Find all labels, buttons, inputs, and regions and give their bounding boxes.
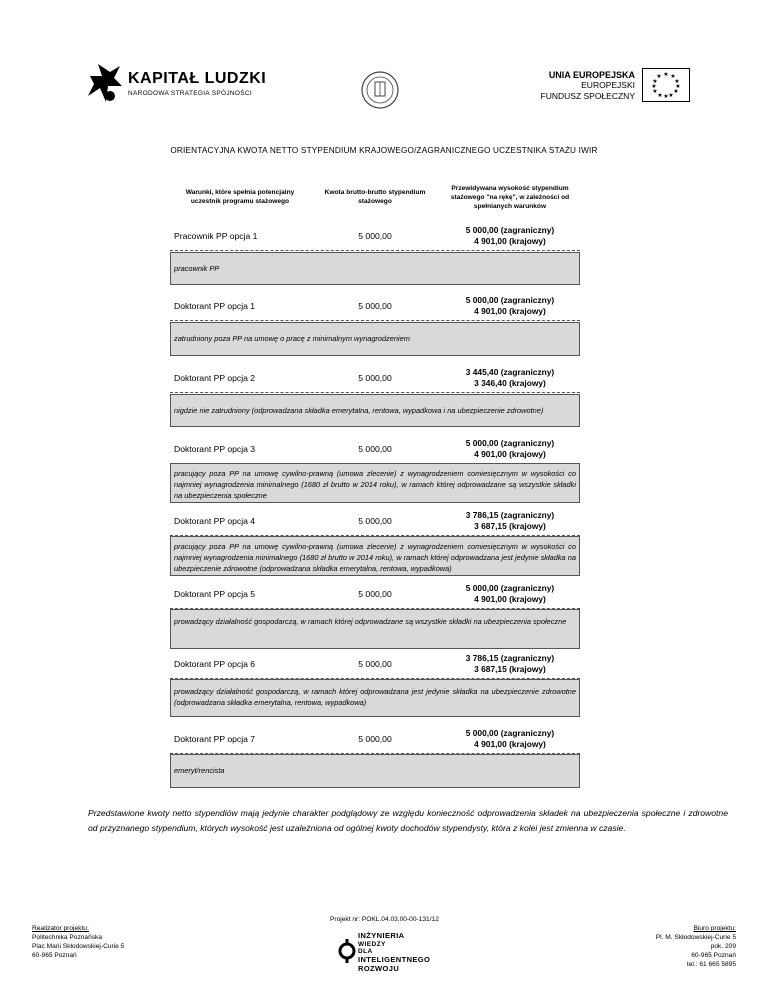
- row-note: nigdzie nie zatrudniony (odprowadzana składka emerytalna, rentowa, wypadkowa i na ubezpieczenie zdrowotne): [170, 394, 580, 427]
- svg-text:★: ★: [652, 88, 658, 95]
- row-note: pracownik PP: [170, 252, 580, 285]
- row-net: [440, 725, 580, 753]
- footer-left-line: Plac Marii Skłodowskiej-Curie 5: [32, 943, 125, 950]
- kapital-ludzki-title: KAPITAŁ LUDZKI: [128, 70, 267, 87]
- row-net: [440, 292, 580, 320]
- university-seal-icon: [360, 70, 400, 110]
- gear-icon: [338, 936, 356, 966]
- table-row: [170, 222, 580, 251]
- table-row: [170, 580, 580, 609]
- net-foreign: 5 000,00 (zagraniczny): [465, 295, 555, 305]
- row-gross: 5 000,00: [358, 301, 392, 311]
- footer-left-title: Realizator projektu:: [32, 925, 89, 932]
- row-name: Doktorant PP opcja 1: [174, 301, 256, 311]
- svg-text:★: ★: [657, 92, 663, 99]
- eu-flag-icon: [642, 68, 690, 102]
- iwir-line: ROZWOJU: [358, 964, 400, 973]
- table-row: [170, 507, 580, 536]
- footer-right-line: tel.: 61 665 5895: [686, 961, 736, 968]
- net-foreign: 3 445,40 (zagraniczny): [465, 367, 555, 377]
- iwir-line: DLA: [358, 947, 373, 955]
- kapital-ludzki-logo: [88, 60, 288, 110]
- row-gross: 5 000,00: [358, 444, 392, 454]
- row-note: prowadzący działalność gospodarczą, w ramach której odprowadzana jest jedynie składka na ubezpieczenie zdrowotne (odprowadzana składka emerytalna, rentowa, wypadkowa): [170, 679, 580, 717]
- svg-text:★: ★: [656, 73, 662, 80]
- table-row: [170, 725, 580, 754]
- row-name: Doktorant PP opcja 2: [174, 373, 256, 383]
- row-note: pracujący poza PP na umowę cywilno-prawną (umowa zlecenie) z wynagrodzeniem comiesięcznym w wysokości co najmniej wynagrodzenia minimalnego (1680 zł brutto w 2014 roku), w ramach której odprowadzana jest jedynie składka na ubezpieczenie zdrowotne (odprowadzana składka emerytalna, rentowa, wypadkowa): [170, 536, 580, 576]
- table-row: [170, 364, 580, 393]
- footer-left-line: 60-965 Poznań: [32, 952, 77, 959]
- footer-right-line: 60-965 Poznań: [691, 952, 736, 959]
- row-name: Doktorant PP opcja 6: [174, 659, 256, 669]
- row-gross: 5 000,00: [358, 734, 392, 744]
- row-net: [440, 507, 580, 535]
- row-note: zatrudniony poza PP na umowę o pracę z minimalnym wynagrodzeniem: [170, 322, 580, 356]
- net-foreign: 5 000,00 (zagraniczny): [465, 438, 555, 448]
- eu-line3: FUNDUSZ SPOŁECZNY: [540, 91, 635, 101]
- kapital-ludzki-star-icon: [88, 62, 122, 106]
- iwir-line: INŻYNIERIA: [358, 931, 405, 940]
- row-note: pracujący poza PP na umowę cywilno-prawną (umowa zlecenie) z wynagrodzeniem comiesięcznym w wysokości co najmniej wynagrodzenia minimalnego (1680 zł brutto w 2014 roku), w ramach której odprowadzane są wszystkie składki na ubezpieczenia społeczne: [170, 463, 580, 503]
- footer-office: [656, 924, 736, 969]
- row-net: [440, 364, 580, 392]
- svg-text:★: ★: [663, 71, 669, 78]
- row-gross: 5 000,00: [358, 589, 392, 599]
- table-row: [170, 435, 580, 464]
- kapital-ludzki-subtitle: NARODOWA STRATEGIA SPÓJNOŚCI: [128, 90, 252, 97]
- footer-right-line: Pl. M. Skłodowskiej-Curie 5: [655, 934, 736, 941]
- svg-text:★: ★: [670, 73, 676, 80]
- iwir-logo-text: [358, 931, 430, 974]
- net-foreign: 5 000,00 (zagraniczny): [465, 225, 555, 235]
- footer-realizator: [32, 924, 124, 960]
- row-gross: 5 000,00: [358, 516, 392, 526]
- svg-text:★: ★: [651, 83, 657, 90]
- net-domestic: 4 901,00 (krajowy): [474, 236, 546, 246]
- document-title: ORIENTACYJNA KWOTA NETTO STYPENDIUM KRAJOWEGO/ZAGRANICZNEGO UCZESTNIKA STAŻU IWIR: [170, 146, 598, 155]
- row-name: Doktorant PP opcja 4: [174, 516, 256, 526]
- svg-text:★: ★: [674, 78, 680, 85]
- row-name: Doktorant PP opcja 7: [174, 734, 256, 744]
- table-row: [170, 650, 580, 679]
- header-net: Przewidywana wysokość stypendium stażowego "na rękę", w zależności od spełnianych warunków: [450, 184, 570, 210]
- row-net: [440, 435, 580, 463]
- iwir-line: INTELIGENTNEGO: [358, 954, 431, 964]
- project-number: Projekt nr: POKL.04.03.00-00-131/12: [330, 916, 439, 923]
- eu-text-block: [535, 70, 635, 102]
- svg-text:★: ★: [652, 78, 658, 85]
- footer-right-title: Biuro projektu:: [693, 925, 736, 932]
- net-domestic: 4 901,00 (krajowy): [474, 739, 546, 749]
- row-gross: 5 000,00: [358, 231, 392, 241]
- net-foreign: 3 786,15 (zagraniczny): [465, 510, 555, 520]
- row-gross: 5 000,00: [358, 373, 392, 383]
- net-domestic: 4 901,00 (krajowy): [474, 594, 546, 604]
- svg-text:★: ★: [663, 93, 669, 100]
- table-header: [170, 172, 580, 222]
- row-name: Doktorant PP opcja 3: [174, 444, 256, 454]
- row-name: Doktorant PP opcja 5: [174, 589, 256, 599]
- net-foreign: 5 000,00 (zagraniczny): [465, 728, 555, 738]
- header-conditions: Warunki, które spełnia potencjalny uczestnik programu stażowego: [185, 189, 295, 205]
- iwir-logo: [338, 930, 434, 973]
- svg-text:★: ★: [675, 83, 681, 90]
- row-gross: 5 000,00: [358, 659, 392, 669]
- row-net: [440, 580, 580, 608]
- net-domestic: 4 901,00 (krajowy): [474, 306, 546, 316]
- net-domestic: 3 346,40 (krajowy): [474, 378, 546, 388]
- row-note: emeryt/rencista: [170, 754, 580, 788]
- svg-text:★: ★: [673, 88, 679, 95]
- table-row: [170, 292, 580, 321]
- footer-right-line: pok. 209: [710, 943, 736, 950]
- eu-line1: UNIA EUROPEJSKA: [548, 70, 635, 80]
- header-gross: Kwota brutto-brutto stypendium stażowego: [324, 189, 426, 205]
- row-note: prowadzący działalność gospodarczą, w ramach której odprowadzane są wszystkie składki na ubezpieczenia społeczne: [170, 609, 580, 649]
- svg-text:★: ★: [668, 92, 674, 99]
- row-name: Pracownik PP opcja 1: [174, 231, 258, 241]
- eu-line2: EUROPEJSKI: [581, 80, 635, 90]
- net-foreign: 3 786,15 (zagraniczny): [465, 653, 555, 663]
- net-domestic: 4 901,00 (krajowy): [474, 449, 546, 459]
- iwir-line: WIEDZY: [358, 940, 386, 948]
- row-net: [440, 650, 580, 678]
- footer-left-line: Politechnika Poznańska: [32, 934, 103, 941]
- net-foreign: 5 000,00 (zagraniczny): [465, 583, 555, 593]
- net-domestic: 3 687,15 (krajowy): [474, 664, 546, 674]
- disclaimer-text: Przedstawione kwoty netto stypendiów mają jedynie charakter podglądowy ze względu konieczność odprowadzenia składek na ubezpieczenia społeczne i zdrowotne od przyznanego stypendium, których wysokość jest uzależniona od ogólnej kwoty dochodów stypendysty, która z kolei jest zmienna w czasie.: [88, 808, 728, 833]
- row-net: [440, 222, 580, 250]
- net-domestic: 3 687,15 (krajowy): [474, 521, 546, 531]
